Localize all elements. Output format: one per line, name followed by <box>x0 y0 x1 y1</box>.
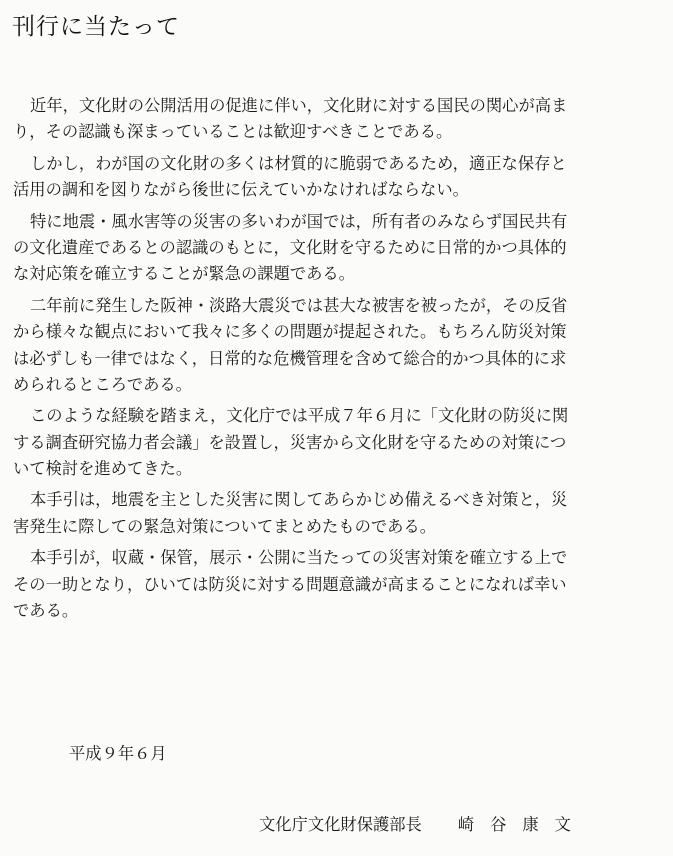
paragraph-7-line-2: その一助となり，ひいては防災に対する問題意識が高まることになれば幸い <box>13 574 567 594</box>
paragraph-3-line-1: 特に地震・風水害等の災害の多いわが国では，所有者のみならず国民共有 <box>30 211 568 231</box>
paragraph-6-line-2: 害発生に際しての緊急対策についてまとめたものである。 <box>13 516 436 536</box>
paragraph-2-line-2: 活用の調和を図りながら後世に伝えていかなければならない。 <box>13 180 469 200</box>
signature-block <box>259 813 587 837</box>
paragraph-6-line-1: 本手引は，地震を主とした災害に関してあらかじめ備えるべき対策と，災 <box>30 490 568 510</box>
paragraph-4-line-3: は必ずしも一律ではなく，日常的な危機管理を含めて総合的かつ具体的に求 <box>13 348 567 368</box>
document-body <box>13 93 664 624</box>
paragraph-7-line-1: 本手引が，収蔵・保管，展示・公開に当たっての災害対策を確立する上で <box>30 548 568 568</box>
paragraph-5-line-2: する調査研究協力者会議」を設置し，災害から文化財を守るための対策につ <box>13 432 567 452</box>
paragraph-1-line-1: 近年，文化財の公開活用の促進に伴い，文化財に対する国民の関心が高ま <box>30 96 568 115</box>
paragraph-4-line-2: から様々な観点において我々に多くの問題が提起された。もちろん防災対策 <box>13 322 567 342</box>
author-name: 崎谷康文 <box>457 815 587 834</box>
author-position: 文化庁文化財保護部長 <box>259 815 422 834</box>
paragraph-5-line-1: このような経験を踏まえ，文化庁では平成７年６月に「文化財の防災に関 <box>30 406 569 426</box>
paragraph-4-line-4: められるところである。 <box>13 374 192 394</box>
paragraph-7-line-3: である。 <box>13 601 79 621</box>
paragraph-5-line-3: いて検討を進めてきた。 <box>13 459 193 479</box>
paragraph-3-line-3: な対応策を確立することが緊急の課題である。 <box>13 264 355 284</box>
document-date: 平成９年６月 <box>69 744 167 763</box>
paragraph-1-line-2: り，その認識も深まっていることは歓迎すべきことである。 <box>13 122 453 142</box>
paragraph-2-line-1: しかし，わが国の文化財の多くは材質的に脆弱であるため，適正な保存と <box>30 153 567 173</box>
paragraph-4-line-1: 二年前に発生した阪神・淡路大震災では甚大な被害を被ったが，その反省 <box>30 295 568 315</box>
paragraph-3-line-2: の文化遺産であるとの認識のもとに，文化財を守るために日常的かつ具体的 <box>13 237 567 257</box>
document-title: 刊行に当たって <box>12 14 180 40</box>
